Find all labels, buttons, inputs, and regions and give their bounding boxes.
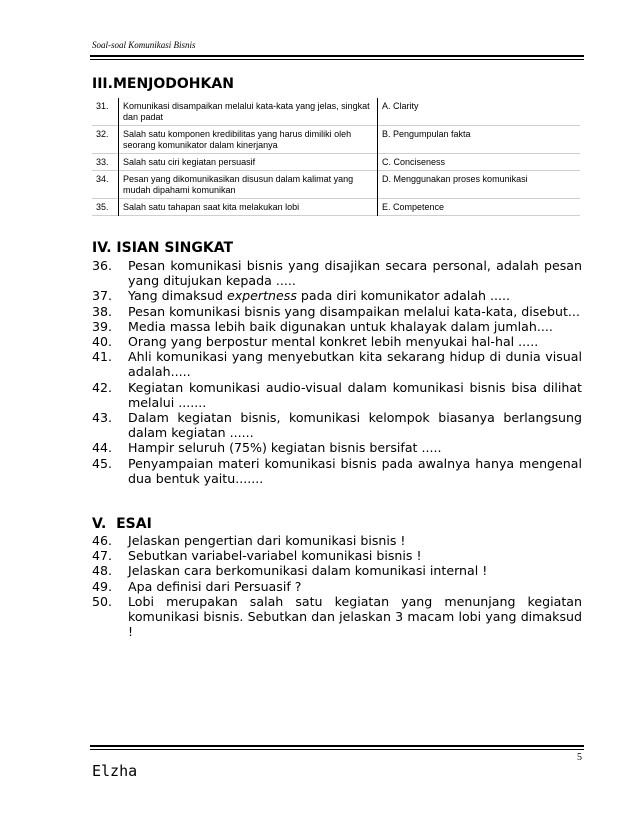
list-item [92,410,582,440]
row-answer: E. Competence [382,202,445,212]
item-number: 41. [92,349,113,365]
list-item [92,380,582,410]
short-answer-list [92,258,582,486]
section-heading-esai [92,516,152,532]
item-number: 46. [92,533,113,548]
item-number: 38. [92,303,113,319]
item-number: 44. [92,440,113,456]
list-item [92,563,582,578]
item-text: Ahli komunikasi yang menyebutkan kita sekarang hidup di dunia visual adalah..... [128,349,582,380]
matching-table [92,98,580,216]
item-number: 37. [92,288,113,304]
row-number: 33. [92,154,119,171]
item-text-emphasis: expertness [226,288,297,304]
footer-author: Elzha [92,762,138,780]
section-heading-text: V. ESAI [92,516,152,532]
item-text: Dalam kegiatan bisnis, komunikasi kelompok biasanya berlangsung dalam kegiatan ...... [128,410,582,441]
item-text: Apa definisi dari Persuasif ? [128,578,302,594]
row-question: Salah satu ciri kegiatan persuasif [119,154,378,171]
item-text-after: pada diri komunikator adalah ..... [296,288,511,304]
row-question: Pesan yang dikomunikasikan disusun dalam kalimat yang mudah dipahami komunikan [119,171,378,199]
list-item [92,594,582,640]
item-text: Pesan komunikasi bisnis yang disampaikan melalui kata-kata, disebut... [128,303,580,319]
item-text: Jelaskan cara berkomunikasi dalam komunikasi internal ! [128,563,488,579]
list-item [92,288,582,303]
row-answer: C. Conciseness [382,157,446,167]
row-answer: A. Clarity [382,101,419,111]
item-number: 40. [92,334,113,350]
item-text [128,288,582,303]
section-heading-isian-singkat: IV. ISIAN SINGKAT [92,240,234,256]
item-text: Hampir seluruh (75%) kegiatan bisnis bersifat ..... [128,440,442,456]
list-item [92,334,582,349]
row-question: Salah satu komponen kredibilitas yang harus dimiliki oleh seorang komunikator dalam kinerjanya [119,126,378,154]
table-row [92,126,580,154]
list-item [92,304,582,319]
item-text: Penyampaian materi komunikasi bisnis pada awalnya hanya mengenal dua bentuk yaitu....... [128,455,582,486]
row-number: 31. [92,98,119,126]
list-item [92,319,582,334]
footer-rule-thick [90,745,584,747]
list-item [92,548,582,563]
header-rule-thick [90,55,584,57]
essay-list [92,533,582,639]
list-item [92,579,582,594]
item-text: Jelaskan pengertian dari komunikasi bisnis ! [128,533,406,548]
section-heading-menjodohkan: III.MENJODOHKAN [92,76,234,92]
row-answer: D. Menggunakan proses komunikasi [382,174,528,184]
row-question: Komunikasi disampaikan melalui kata-kata yang jelas, singkat dan padat [119,98,378,126]
header-title: Soal-soal Komunikasi Bisnis [92,40,196,50]
item-number: 43. [92,410,113,426]
list-item [92,456,582,486]
row-number: 32. [92,126,119,154]
table-row [92,171,580,199]
item-number: 47. [92,548,113,564]
list-item [92,440,582,455]
item-text: Kegiatan komunikasi audio-visual dalam komunikasi bisnis bisa dilihat melalui ....... [128,379,582,410]
list-item [92,349,582,379]
table-row [92,98,580,126]
row-number: 35. [92,199,119,216]
item-number: 48. [92,563,113,579]
footer-rule-thin [90,749,584,750]
item-number: 45. [92,455,113,471]
page-number: 5 [577,752,582,763]
row-question: Salah satu tahapan saat kita melakukan lobi [119,199,378,216]
table-row [92,154,580,171]
item-number: 42. [92,379,113,395]
table-row [92,199,580,216]
item-text-before: Yang dimaksud [128,288,227,304]
item-number: 39. [92,318,113,334]
list-item [92,258,582,288]
item-text: Pesan komunikasi bisnis yang disajikan secara personal, adalah pesan yang ditujukan kepada ..... [128,258,582,289]
item-number: 50. [92,593,113,609]
row-answer: B. Pengumpulan fakta [382,129,471,139]
list-item [92,533,582,548]
item-text: Orang yang berpostur mental konkret lebih menyukai hal-hal ..... [128,334,539,350]
item-text: Sebutkan variabel-variabel komunikasi bisnis ! [128,548,422,564]
item-number: 49. [92,578,113,594]
item-number: 36. [92,258,113,273]
item-text: Lobi merupakan salah satu kegiatan yang menunjang kegiatan komunikasi bisnis. Sebutkan dan jelaskan 3 macam lobi yang dimaksud ! [128,593,582,640]
row-number: 34. [92,171,119,199]
header-rule-thin [90,59,584,60]
item-text: Media massa lebih baik digunakan untuk khalayak dalam jumlah.... [128,318,553,334]
